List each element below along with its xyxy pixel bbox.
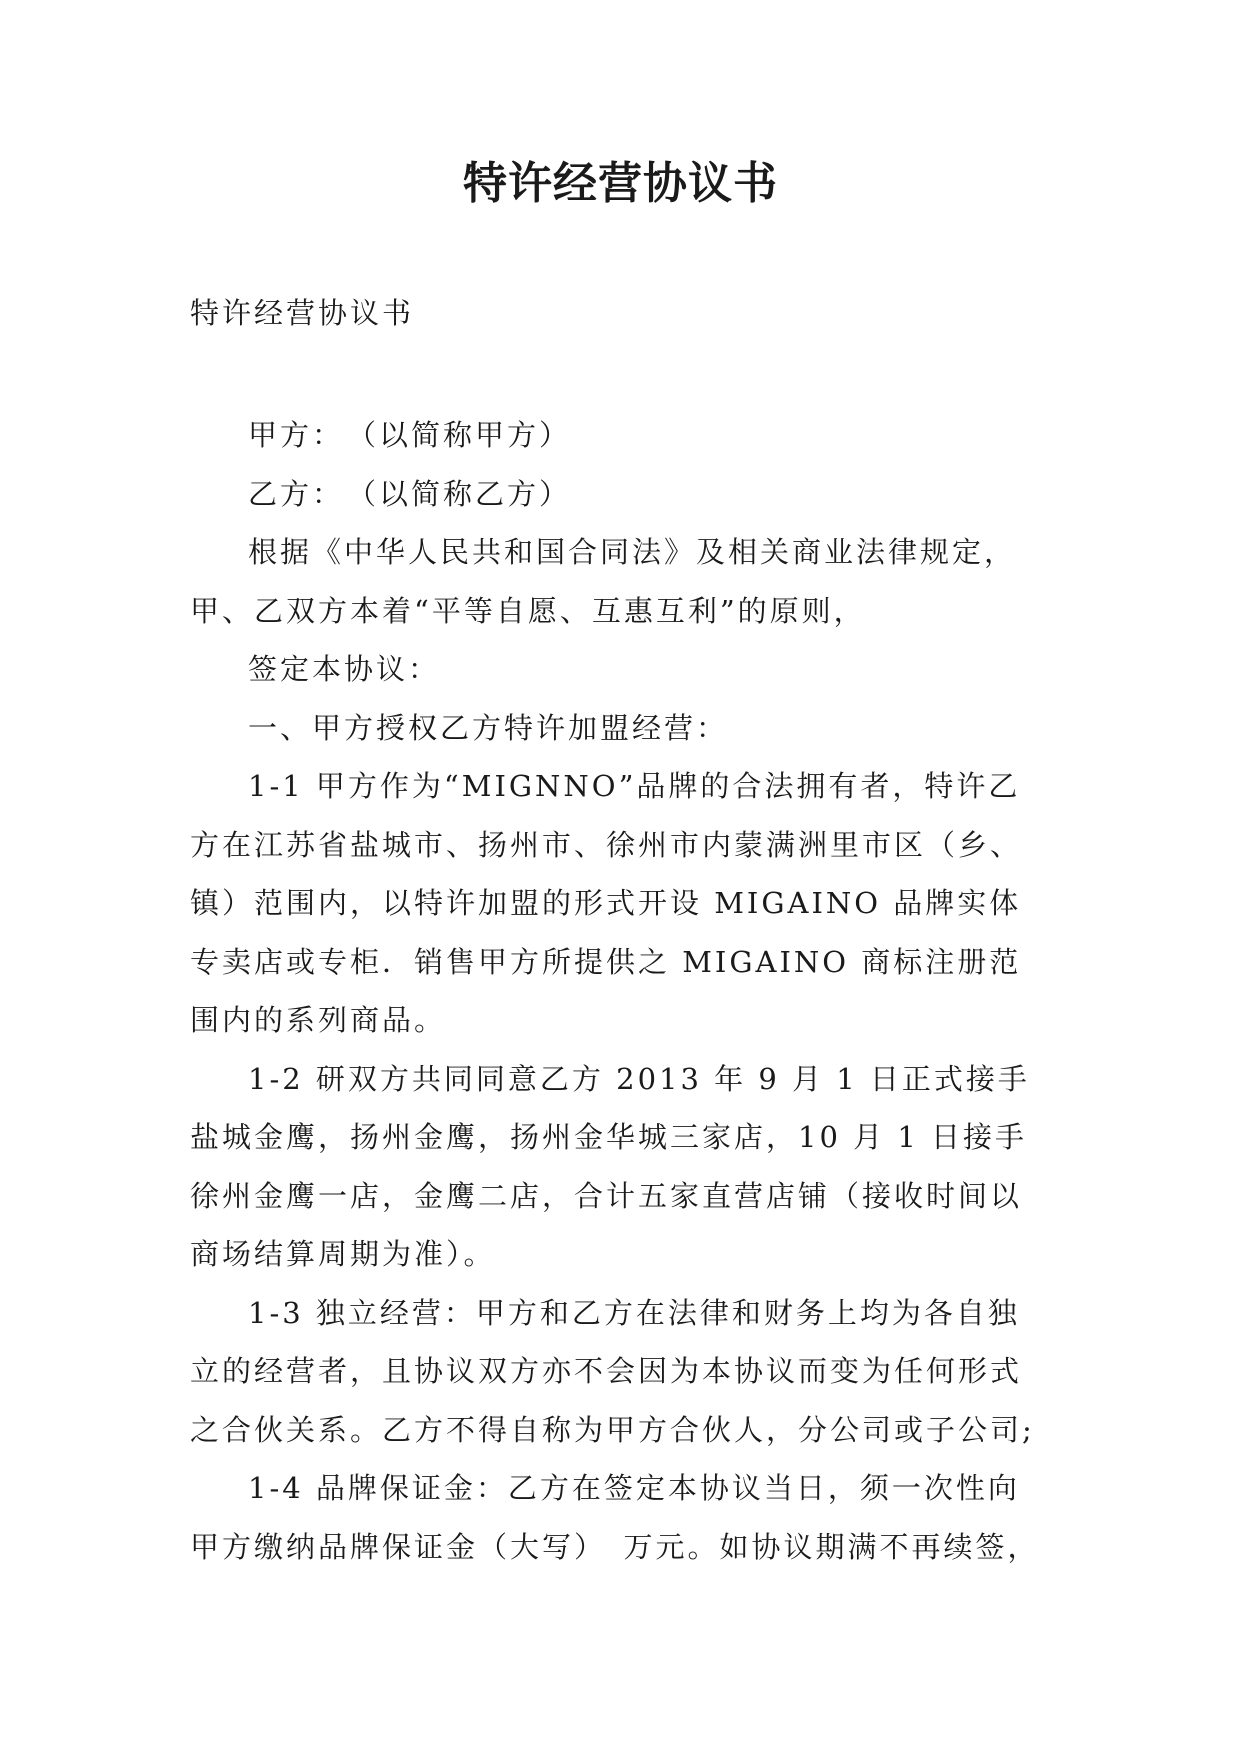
signing-line: 签定本协议： <box>248 652 441 686</box>
clause-1-3: 1-3 独立经营：甲方和乙方在法律和财务上均为各自独立的经营者，且协议双方亦不会因为本协议而变为任何形式之合伙关系。乙方不得自称为甲方合伙人，分公司或子公司; <box>190 1295 1035 1447</box>
section-1-heading: 一、甲方授权乙方特许加盟经营： <box>248 710 729 745</box>
document-body <box>190 406 1042 1576</box>
legal-basis-paragraph: 根据《中华人民共和国合同法》及相关商业法律规定，甲、乙双方本着“平等自愿、互惠互利”的原则， <box>190 535 1017 628</box>
document-title: 特许经营协议书 <box>463 158 778 209</box>
document-subtitle: 特许经营协议书 <box>190 296 415 330</box>
clause-1-1: 1-1 甲方作为“MIGNNO”品牌的合法拥有者，特许乙方在江苏省盐城市、扬州市、徐州市内蒙满洲里市区（乡、镇）范围内，以特许加盟的形式开设 MIGAINO 品牌实体专卖店或专柜．销售甲方所提供之 MIGAINO 商标注册范围内的系列商品。 <box>190 769 1023 1037</box>
clause-1-4: 1-4 品牌保证金：乙方在签定本协议当日，须一次性向甲方缴纳品牌保证金（大写） 万元。如协议期满不再续签， <box>190 1471 1040 1564</box>
party-b-line: 乙方： （以简称乙方） <box>248 476 572 511</box>
party-a-line: 甲方： （以简称甲方） <box>248 418 572 452</box>
clause-1-2: 1-2 研双方共同同意乙方 2013 年 9 月 1 日正式接手盐城金鹰，扬州金鹰，扬州金华城三家店，10 月 1 日接手徐州金鹰一店，金鹰二店，合计五家直营店铺（接收时间以商场结算周期为准）。 <box>190 1061 1030 1271</box>
